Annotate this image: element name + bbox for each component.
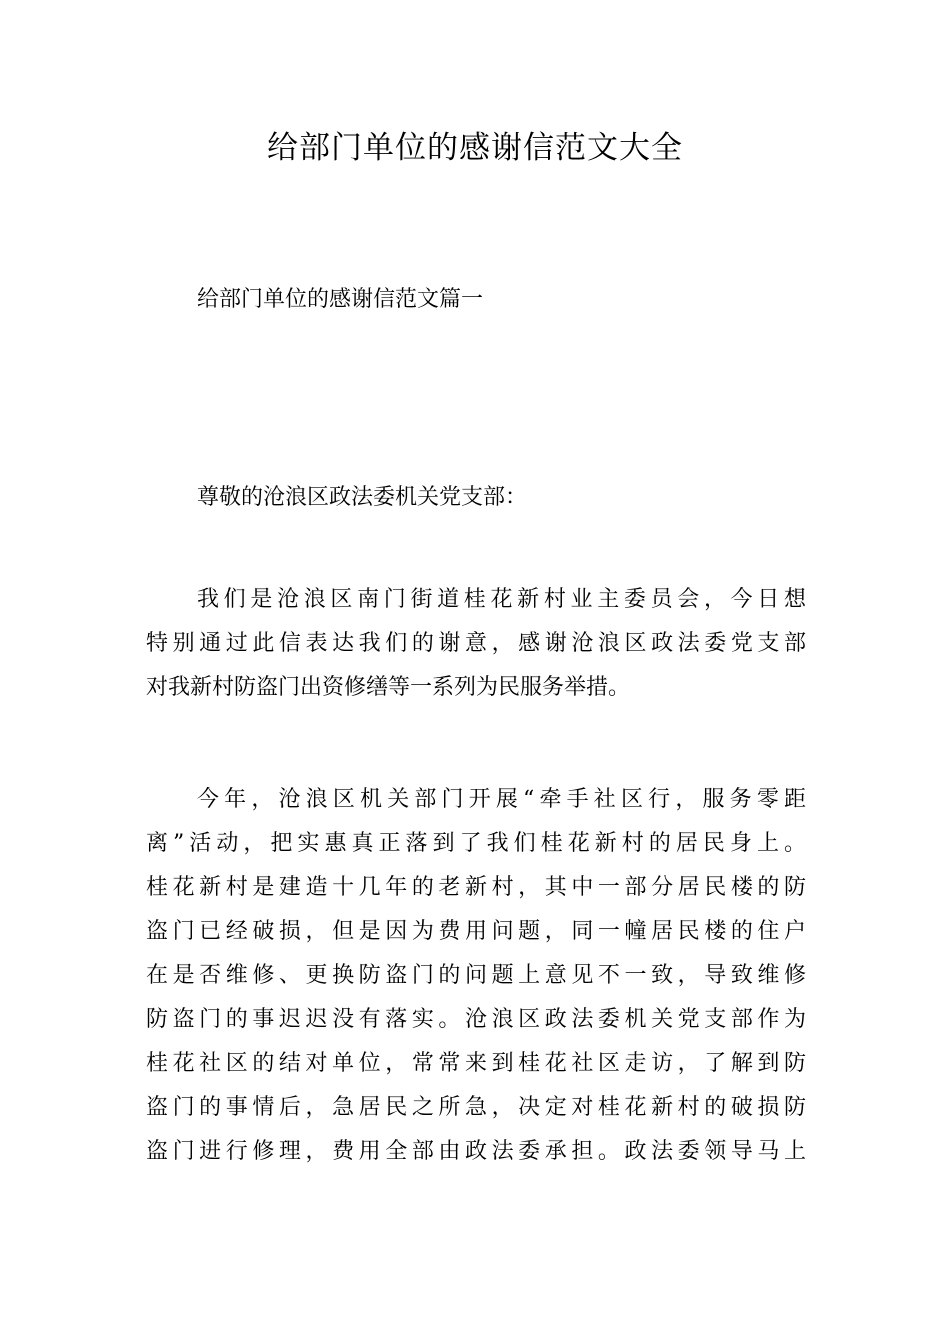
paragraph-line: 我们是沧浪区南门街道桂花新村业主委员会，今日想 (197, 587, 806, 612)
paragraph-line: 盗门进行修理，费用全部由政法委承担。政法委领导马上 (146, 1139, 806, 1164)
document-title: 给部门单位的感谢信范文大全 (267, 130, 683, 166)
paragraph-line: 防盗门的事迟迟没有落实。沧浪区政法委机关党支部作为 (146, 1007, 806, 1032)
paragraph-line: 桂花新村是建造十几年的老新村，其中一部分居民楼的防 (146, 875, 806, 900)
paragraph-line: 离”活动，把实惠真正落到了我们桂花新村的居民身上。 (146, 831, 806, 856)
body-paragraph-1 (146, 578, 806, 710)
letter-salutation: 尊敬的沧浪区政法委机关党支部： (197, 485, 528, 510)
paragraph-line: 今年，沧浪区机关部门开展“牵手社区行，服务零距 (197, 787, 806, 812)
section-subtitle: 给部门单位的感谢信范文篇一 (197, 287, 484, 312)
paragraph-line: 盗门已经破损，但是因为费用问题，同一幢居民楼的住户 (146, 919, 806, 944)
paragraph-line: 对我新村防盗门出资修缮等一系列为民服务举措。 (146, 675, 631, 700)
body-paragraph-2 (146, 778, 806, 1174)
paragraph-line: 盗门的事情后，急居民之所急，决定对桂花新村的破损防 (146, 1095, 806, 1120)
paragraph-line: 特别通过此信表达我们的谢意，感谢沧浪区政法委党支部 (146, 631, 806, 656)
paragraph-line: 在是否维修、更换防盗门的问题上意见不一致，导致维修 (146, 963, 806, 988)
paragraph-line: 桂花社区的结对单位，常常来到桂花社区走访，了解到防 (146, 1051, 806, 1076)
